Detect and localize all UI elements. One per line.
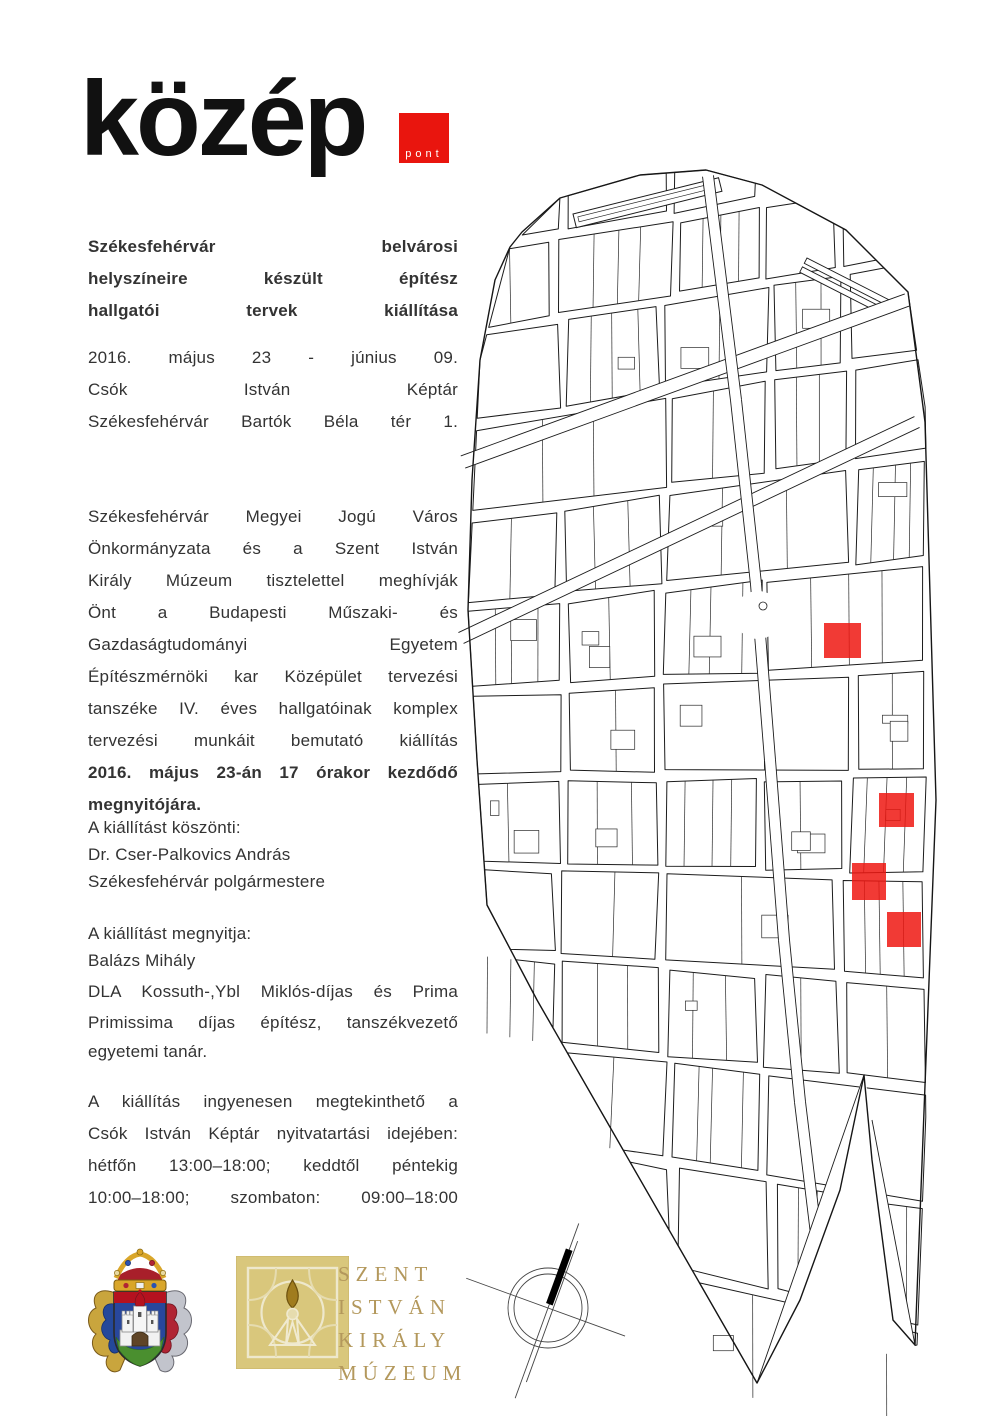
invitation-highlight: 2016. május 23-án 17 órakor kezdődő xyxy=(88,763,458,782)
opener-tail: egyetemi tanár. xyxy=(88,1042,208,1061)
opener-lead: A kiállítást megnyitja: Balázs Mihály xyxy=(88,924,252,970)
invitation-paragraph xyxy=(88,501,458,789)
invitation-body: Székesfehérvár Megyei Jogú Város Önkormányzata és a Szent István Király Múzeum tisztelettel meghívják Önt a Budapesti Műszaki- és Gazdaságtudományi Egyetem Építészmérnöki kar Középület tervezési tanszéke IV. éves hallgatóinak komplex tervezési munkáit bemutató kiállítás xyxy=(88,507,458,750)
kozep-badge xyxy=(399,113,449,163)
kozep-badge-label: pont xyxy=(405,148,443,160)
opener-credentials: DLA Kossuth-,Ybl Miklós-díjas és Prima Primissima díjas építész, tanszékvezető xyxy=(88,982,458,1032)
exhibition-site-marker xyxy=(824,623,861,658)
city-map xyxy=(455,160,955,1416)
exhibition-title: Székesfehérvár belvárosi helyszíneire készült építész hallgatói tervek kiállítása xyxy=(88,237,458,320)
exhibition-site-marker xyxy=(887,912,921,947)
venue-and-dates: 2016. május 23 - június 09. Csók István Képtár Székesfehérvár Bartók Béla tér 1. xyxy=(88,348,458,431)
exhibition-site-marker xyxy=(879,793,914,827)
museum-name: SZENT ISTVÁN KIRÁLY MÚZEUM xyxy=(338,1262,468,1385)
invitation-highlight-tail: megnyitójára. xyxy=(88,795,202,814)
compass-north-icon xyxy=(466,1223,625,1398)
kozep-wordmark: közép xyxy=(80,60,366,178)
szekesfehervar-coat-of-arms-icon xyxy=(84,1240,196,1386)
opening-hours: A kiállítás ingyenesen megtekinthető a Csók István Képtár nyitvatartási idejében: hétfőn 13:00–18:00; keddtől péntekig 10:00–18:00; szombaton: 09:00–18:00 xyxy=(88,1092,458,1207)
exhibition-site-marker xyxy=(852,863,886,900)
greeter-block: A kiállítást köszönti: Dr. Cser-Palkovics András Székesfehérvár polgármestere xyxy=(88,818,326,891)
szent-istvan-kiraly-muzeum-logo-icon xyxy=(236,1256,349,1369)
